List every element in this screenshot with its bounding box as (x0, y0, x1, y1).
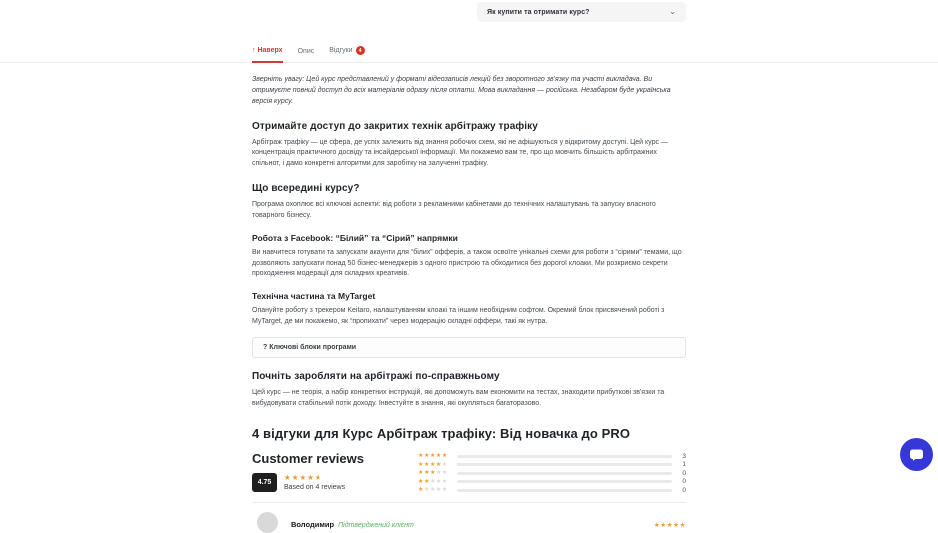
heading-access: Отримайте доступ до закритих технік арбітражу трафіку (252, 120, 538, 132)
avatar (257, 512, 278, 533)
stars-filled: ★★★★ (418, 461, 442, 468)
accordion-key-blocks[interactable]: ? Ключові блоки програми (252, 337, 686, 358)
based-on-reviews-label: Based on 4 reviews (284, 483, 346, 491)
heading-facebook: Робота з Facebook: “Білий” та “Сірий” напрямки (252, 232, 458, 243)
rating-bar (457, 489, 672, 492)
rating-count: 0 (682, 486, 686, 494)
average-star-half: ★ (314, 472, 323, 482)
star-row-icons (418, 470, 451, 476)
stars-empty: ★★★ (429, 478, 448, 485)
paragraph-facebook: Ви навчитеся готувати та запускати акаунти для “білих” офферів, а також освоїте унікальні схеми для роботи з “сірими” темами, що дозволяють запускати понад 50 бізнес-менеджерів з одного пристрою та обходитися без дорогої клоаки. Ми розкриємо секрети проходження модерації для складних креативів. (252, 248, 682, 278)
chevron-down-icon: ⌄ (669, 7, 676, 16)
nav-reviews-label: Відгуки (329, 47, 353, 54)
rating-count: 1 (682, 461, 686, 469)
reviews-count-badge: 4 (356, 46, 365, 55)
rating-bar (457, 455, 672, 458)
paragraph-access: Арбітраж трафіку — це сфера, де успіх залежить від знання робочих схем, які не афішуються у відкритому доступі. Цей курс — концентрація практичного досвіду та інсайдерської інформації. Ми покажемо вам те, про що мовчить більшість арбітражних спільнот, і дамо конкретні алгоритми для заробітку на залученні трафіку. (252, 138, 668, 168)
paragraph-tech-mytarget: Опануйте роботу з трекером Keitaro, налаштуванням клоакі та іншим необхідним софтом. Окремий блок присвячений роботі з MyTarget, де ми покажемо, як “пропихати” через модерацію складні оффери, такі як нутра. (252, 307, 665, 326)
faq-question-label: Як купити та отримати курс? (487, 8, 590, 16)
star-row-icons (418, 487, 451, 493)
verified-customer-link[interactable]: Підтверджений клієнт (338, 521, 414, 529)
stars-filled: ★★ (418, 478, 430, 485)
rating-count: 3 (682, 452, 686, 460)
review-author: Володимир (291, 519, 335, 529)
customer-reviews-widget (252, 451, 686, 493)
histogram-row-1-star[interactable] (418, 488, 686, 493)
stars-filled: ★ (418, 487, 424, 494)
customer-reviews-title: Customer reviews (252, 450, 364, 466)
faq-accordion-how-to-buy[interactable] (477, 2, 686, 22)
review-item (252, 512, 686, 533)
stars-empty: ★ (441, 461, 448, 468)
rating-bar (457, 472, 672, 475)
heading-tech-mytarget: Технічна частина та MyTarget (252, 291, 376, 302)
review-rating-stars: ★★★★★ (653, 521, 686, 529)
star-row-icons (418, 453, 451, 459)
page-tab-bar (0, 42, 938, 63)
paragraph-start-earning: Цей курс — не теорія, а набір конкретних інструкцій, які допоможуть вам економити на тестах, знаходити прибуткові зв'язки та вибудовувати стабільний потік доходу. Інвестуйте в знання, які окупляться багаторазово. (252, 388, 665, 407)
reviews-section-heading: 4 відгуки для Курс Арбітраж трафіку: Від новачка до PRO (252, 425, 631, 441)
nav-description-tab[interactable]: Опис (297, 48, 315, 55)
rating-count: 0 (682, 478, 686, 486)
paragraph-inside: Програма охоплює всі ключові аспекти: від роботи з рекламними кабінетами до технічних налаштувань та запуску власного товарного бізнесу. (252, 201, 656, 219)
rating-histogram (418, 451, 686, 493)
nav-reviews-tab[interactable] (329, 46, 364, 62)
stars-filled: ★★★ (418, 470, 436, 477)
histogram-row-4-stars[interactable] (418, 462, 686, 467)
average-rating-stars (284, 473, 345, 482)
header-area (252, 0, 686, 22)
heading-inside: Що всередині курсу? (252, 183, 360, 195)
histogram-row-5-stars[interactable] (418, 454, 686, 459)
nav-back-to-top[interactable]: ↑ Наверх (252, 47, 283, 63)
histogram-row-3-stars[interactable] (418, 471, 686, 476)
rating-count: 0 (682, 469, 686, 477)
stars-empty: ★★ (435, 470, 448, 477)
reviews-divider (252, 502, 686, 503)
rating-bar (457, 463, 672, 466)
reviews-summary (252, 451, 398, 493)
chat-widget-button[interactable] (900, 438, 933, 471)
average-stars-full: ★★★★ (284, 472, 315, 482)
stars-filled: ★★★★★ (418, 453, 448, 460)
heading-start-earning: Почніть заробляти на арбітражі по-справжньому (252, 370, 500, 382)
stars-empty: ★★★★ (423, 487, 448, 494)
chat-bubble-icon (909, 448, 924, 462)
course-notice-text: Зверніть увагу: Цей курс представлений у форматі відеозаписів лекцій без зворотного зв'язку та участі викладача. Ви отримуєте повний доступ до всіх матеріалів одразу після оплати. Мова викладання — російська. Незабаром буде українська версія курсу. (252, 76, 671, 105)
average-rating-badge: 4.75 (252, 473, 277, 492)
rating-bar (457, 480, 672, 483)
star-row-icons (418, 462, 451, 468)
course-description-article (252, 75, 686, 533)
